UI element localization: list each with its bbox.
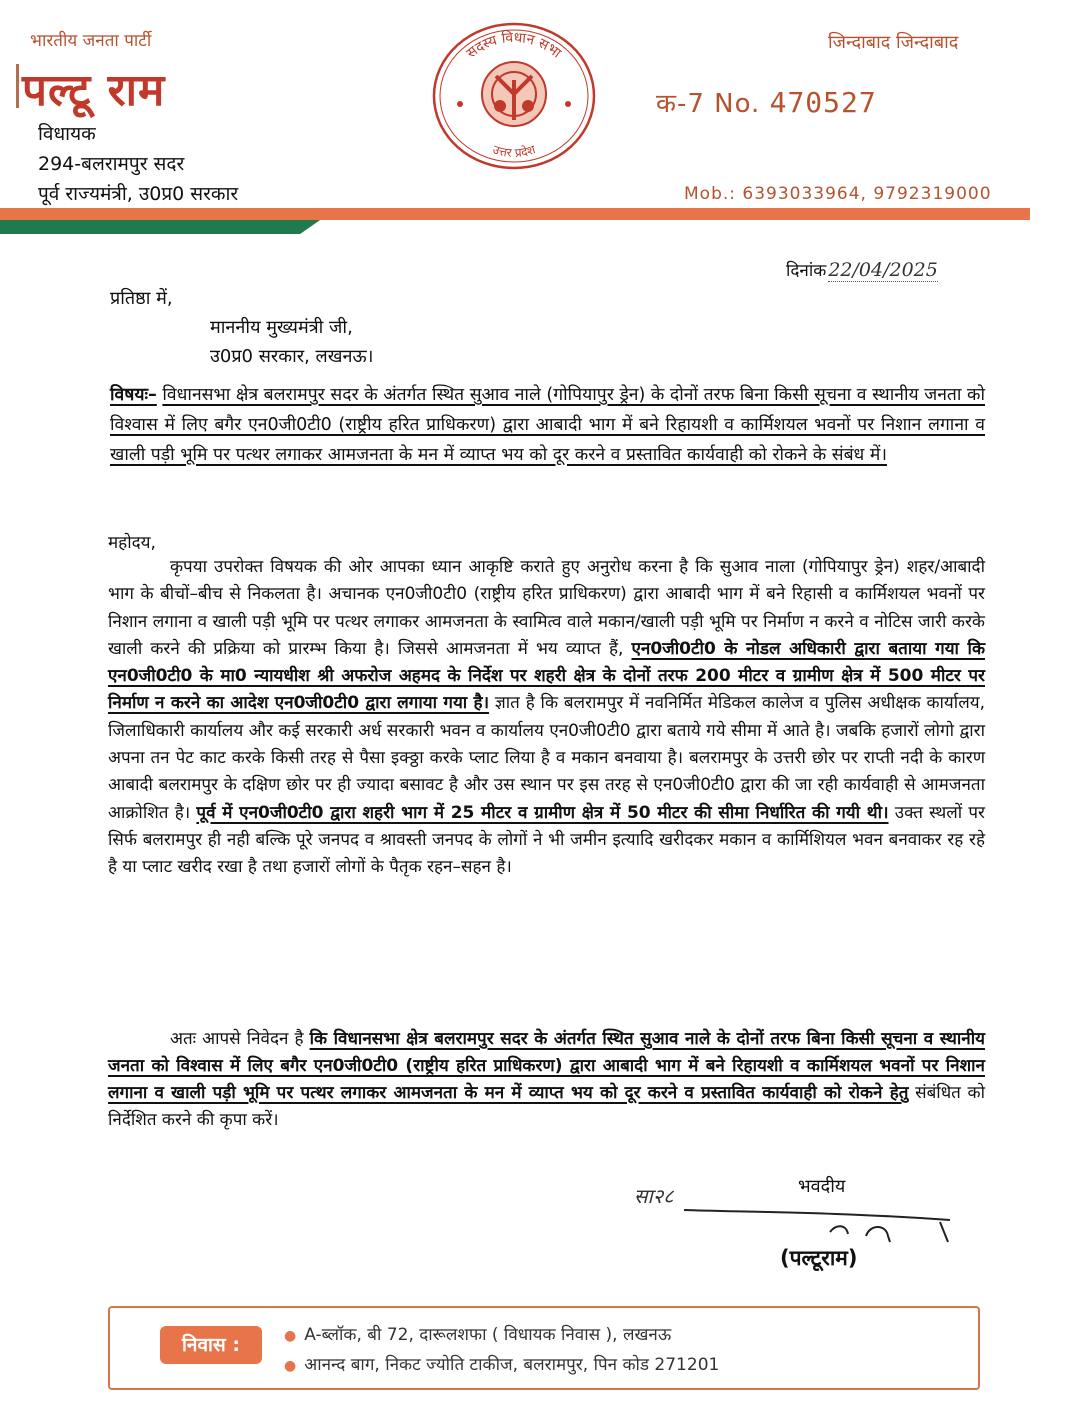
- para1-text-e: उक्त स्थलों पर सिर्फ बलरामपुर ही नही बल्कि पूरे जनपद व श्रावस्ती जनपद के लोगों ने भी जमीन इत्यादि खरीदकर मकान व कार्मिशियल भवन बनवाकर रह रहे है या प्लाट खरीद रखा है तथा हजारों लोगों के पैतृक रहन–सहन है।: [108, 802, 986, 878]
- date-value: 22/04/2025: [828, 259, 938, 281]
- former-post: पूर्व राज्यमंत्री, उ0प्र0 सरकार: [38, 183, 239, 205]
- closing: भवदीय: [798, 1176, 846, 1197]
- subject-label: विषयः–: [110, 385, 157, 405]
- assembly-seal-logo: [430, 20, 598, 170]
- signature-area: [620, 1168, 980, 1278]
- svg-text:उत्तर प्रदेश: [491, 142, 538, 160]
- serial-number: 470527: [769, 86, 877, 119]
- handwritten-signature: [680, 1202, 970, 1248]
- paragraph-2: [108, 1026, 985, 1134]
- header-tricolor-band: [0, 208, 1030, 234]
- date-row: [786, 258, 938, 281]
- bullet-icon: ●: [284, 1328, 297, 1344]
- seal-bottom-text: उत्तर प्रदेश: [490, 142, 538, 160]
- recipient-line-2: उ0प्र0 सरकार, लखनऊ।: [210, 346, 374, 367]
- serial-number-row: [656, 84, 877, 120]
- mla-name: पल्टू राम: [22, 65, 166, 116]
- designation: विधायक: [38, 123, 96, 145]
- handwritten-note: सा२८: [634, 1184, 674, 1208]
- seal-top-text: सदस्य विधान सभा: [463, 29, 565, 62]
- signature-name: (पल्टूराम): [780, 1246, 858, 1270]
- recipient-line-1: माननीय मुख्यमंत्री जी,: [210, 317, 353, 338]
- constituency: 294-बलरामपुर सदर: [38, 153, 185, 175]
- paragraph-1: [108, 554, 985, 882]
- para1-highlight-earlier-limit: पूर्व में एन0जी0टी0 द्वारा शहरी भाग में 25 मीटर व ग्रामीण क्षेत्र में 50 मीटर की सीमा निर्धारित की गयी थी।: [196, 802, 889, 823]
- para2-highlight-request: कि विधानसभा क्षेत्र बलरामपुर सदर के अंतर्गत स्थित सुआव नाले के दोनों तरफ बिना किसी सूचना व स्थानीय जनता को विश्वास में लिए बगैर एन0जी0टी0 (राष्ट्रीय हरित प्राधिकरण) द्वारा आबादी भाग में बने रिहायशी व कार्मिशयल भवनों पर निशान लगाना व खाली पड़ी भूमि पर पत्थर लगाकर आमजनता के मन में व्याप्त भय को दूर करने व प्रस्तावित कार्यवाही को रोकने हेतु: [108, 1029, 986, 1103]
- name-accent-bar: [16, 64, 19, 108]
- salutation-to: प्रतिष्ठा में,: [110, 288, 173, 309]
- subject-block: [110, 380, 985, 470]
- mobile-numbers: Mob.: 6393033964, 9792319000: [684, 184, 992, 204]
- para1-text-c: ज्ञात है कि बलरामपुर में नवनिर्मित मेडिकल कालेज व पुलिस अधीक्षक कार्यालय, जिलाधिकारी कार्यालय और कई सरकारी अर्ध सरकारी भवन व कार्यालय एन0जी0टी0 द्वारा बताये गये सीमा में आते है। जबकि हजारों लोगो द्वारा अपना तन पेट काट करके किसी तरह से पैसा इक्ठ्ठा करके प्लाट लिया है व मकान बनवाया है। बलरामपुर के उत्तरी छोर पर राप्ती नदी के कारण आबादी बलरामपुर के दक्षिण छोर पर ही ज्यादा बसावट है और उस स्थान पर इस तरह से एन0जी0टी0 द्वारा की जा रही कार्यवाही से आमजनता आक्रोशित है।: [108, 693, 985, 823]
- address-line-2: [284, 1352, 719, 1375]
- serial-prefix: क-7 No.: [656, 89, 761, 119]
- address-1-text: A-ब्लॉक, बी 72, दारूलशफा ( विधायक निवास ), लखनऊ: [304, 1325, 672, 1345]
- residence-label: निवास :: [160, 1326, 262, 1364]
- para1-text-a: कृपया उपरोक्त विषयक की ओर आपका ध्यान आकृष्टि कराते हुए अनुरोध करना है कि सुआव नाला (गोपियापुर ड्रेन) शहर/आबादी भाग के बीचों–बीच से निकलता है। अचानक एन0जी0टी0 (राष्ट्रीय हरित प्राधिकरण) द्वारा आबादी भाग में बने रिहासी व कार्मिशयल भवनों पर निशान लगाना व खाली पड़ी भूमि पर पत्थर लगाकर आमजनता के स्वामित्व वाले मकान/खाली पड़ी भूमि पर निर्माण न करने व नोटिस जारी करके खाली करने की प्रक्रिया को प्रारम्भ किया है। जिससे आमजनता में भय व्याप्त हैं,: [108, 557, 985, 659]
- slogan: जिन्दाबाद जिन्दाबाद: [828, 32, 959, 53]
- bullet-icon: ●: [284, 1358, 297, 1374]
- para2-text-a: अतः आपसे निवेदन है: [170, 1029, 304, 1049]
- date-label: दिनांक: [786, 261, 827, 281]
- party-name: भारतीय जनता पार्टी: [30, 31, 152, 51]
- greeting: महोदय,: [108, 533, 156, 553]
- para2-text-c: संबंधित को निर्देशित करने की कृपा करें।: [108, 1083, 985, 1130]
- svg-text:सदस्य विधान सभा: [464, 29, 565, 62]
- para1-highlight-ngt-order: एन0जी0टी0 के नोडल अधिकारी द्वारा बताया गया कि एन0जी0टी0 के मा0 न्यायधीश श्री अफरोज अहमद के निर्देश पर शहरी क्षेत्र के दोनों तरफ 200 मीटर व ग्रामीण क्षेत्र में 500 मीटर पर निर्माण न करने का आदेश एन0जी0टी0 द्वारा लगाया गया है।: [108, 638, 986, 714]
- address-2-text: आनन्द बाग, निकट ज्योति टाकीज, बलरामपुर, पिन कोड 271201: [304, 1355, 720, 1375]
- address-line-1: [284, 1322, 671, 1345]
- subject-text: विधानसभा क्षेत्र बलरामपुर सदर के अंतर्गत स्थित सुआव नाले (गोपियापुर ड्रेन) के दोनों तरफ बिना किसी सूचना व स्थानीय जनता को विश्वास में लिए बगैर एन0जी0टी0 (राष्ट्रीय हरित प्राधिकरण) द्वारा आबादी भाग में बने रिहायशी व कार्मिशयल भवनों पर निशान लगाना व खाली पड़ी भूमि पर पत्थर लगाकर आमजनता के मन में व्याप्त भय को दूर करने व प्रस्तावित कार्यवाही को रोकने के संबंध में।: [110, 385, 985, 465]
- seal-icon: [430, 20, 598, 170]
